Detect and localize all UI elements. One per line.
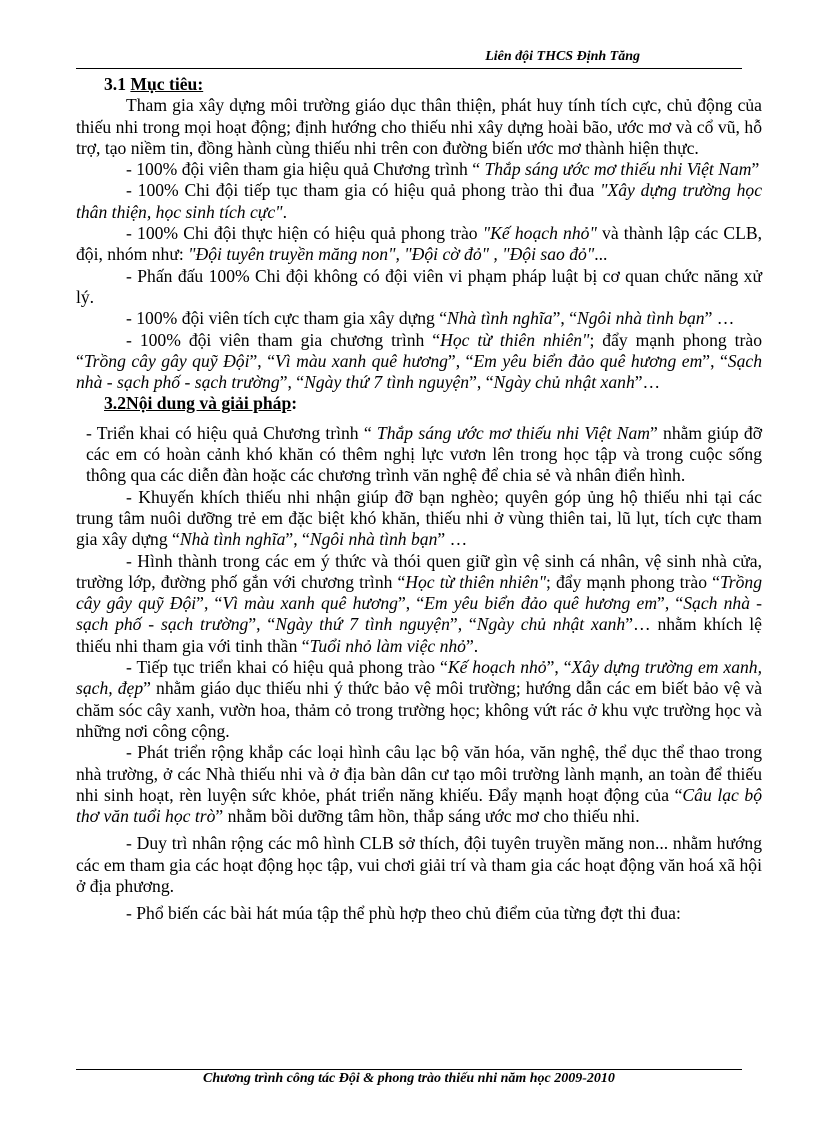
paragraph: - Phát triển rộng khắp các loại hình câu lạc bộ văn hóa, văn nghệ, thể dục thể thao trong nhà trường, ở các Nhà thiếu nhi và ở địa bàn dân cư tạo môi trường lành mạnh, an toàn để thiếu nhi sinh hoạt, rèn luyện sức khỏe, phát triển năng khiếu. Đẩy mạnh hoạt động của “Câu lạc bộ thơ văn tuổi học trò” nhằm bồi dưỡng tâm hồn, thắp sáng ước mơ cho thiếu nhi.	[76, 742, 762, 827]
paragraph: - Triển khai có hiệu quả Chương trình “ Thắp sáng ước mơ thiếu nhi Việt Nam” nhằm giúp đỡ các em có hoàn cảnh khó khăn có thêm nghị lực vươn lên trong học tập và trong cuộc sống thông qua các diễn đàn hoặc các chương trình văn nghệ để chia sẻ và nhân điển hình.	[86, 422, 762, 486]
paragraph: - Khuyến khích thiếu nhi nhận giúp đỡ bạn nghèo; quyên góp ủng hộ thiếu nhi tại các trung tâm nuôi dưỡng trẻ em đặc biệt khó khăn, thiếu nhi ở vùng thiên tai, lũ lụt, tích cực tham gia xây dựng “Nhà tình nghĩa”, “Ngôi nhà tình bạn” …	[76, 486, 762, 550]
paragraph: - Duy trì nhân rộng các mô hình CLB sở thích, đội tuyên truyền măng non... nhằm hướng các em tham gia các hoạt động học tập, vui chơi giải trí và tham gia các hoạt động văn hoá xã hội ở địa phương.	[76, 833, 762, 896]
bullet-item: - 100% đội viên tham gia hiệu quả Chương trình “ Thắp sáng ước mơ thiếu nhi Việt Nam”	[126, 159, 760, 180]
page-footer: Chương trình công tác Đội & phong trào thiếu nhi năm học 2009-2010	[76, 1069, 742, 1090]
paragraph: Tham gia xây dựng môi trường giáo dục thân thiện, phát huy tính tích cực, chủ động của thiếu nhi trong mọi hoạt động; định hướng cho thiếu nhi xây dựng hoài bão, ước mơ và cổ vũ, hỗ trợ, tạo niềm tin, đồng hành cùng thiếu nhi trên con đường biến ước mơ thành hiện thực.	[76, 95, 762, 158]
paragraph: - Phổ biến các bài hát múa tập thể phù hợp theo chủ điểm của từng đợt thi đua:	[126, 903, 681, 924]
section-title: Nội dung và giải pháp	[126, 393, 292, 414]
section-number: 3.1	[104, 74, 131, 94]
bullet-item: - 100% đội viên tích cực tham gia xây dựng “Nhà tình nghĩa”, “Ngôi nhà tình bạn” …	[126, 308, 735, 329]
bullet-item: - 100% Chi đội tiếp tục tham gia có hiệu quả phong trào thi đua "Xây dựng trường học thân thiện, học sinh tích cực".	[76, 180, 762, 222]
header-text: Liên đội THCS Định Tăng	[485, 49, 640, 64]
paragraph: - Hình thành trong các em ý thức và thói quen giữ gìn vệ sinh cá nhân, vệ sinh nhà cửa, trường lớp, đường phố gắn với chương trình “Học từ thiên nhiên"; đẩy mạnh phong trào “Trồng cây gây quỹ Đội”, “Vì màu xanh quê hương”, “Em yêu biển đảo quê hương em”, “Sạch nhà - sạch phố - sạch trường”, “Ngày thứ 7 tình nguyện”, “Ngày chủ nhật xanh”… nhằm khích lệ thiếu nhi tham gia với tinh thần “Tuổi nhỏ làm việc nhỏ”.	[76, 550, 763, 656]
page-header	[76, 48, 742, 69]
bullet-item: - Phấn đấu 100% Chi đội không có đội viên vi phạm pháp luật bị cơ quan chức năng xử lý.	[76, 265, 762, 307]
bullet-item: - 100% đội viên tham gia chương trình “Học từ thiên nhiên"; đẩy mạnh phong trào “Trồng cây gây quỹ Đội”, “Vì màu xanh quê hương”, “Em yêu biển đảo quê hương em”, “Sạch nhà - sạch phố - sạch trường”, “Ngày thứ 7 tình nguyện”, “Ngày chủ nhật xanh”…	[76, 329, 762, 393]
section-3-1-heading	[76, 74, 762, 95]
section-number: 3.2	[104, 393, 126, 414]
section-title: Mục tiêu:	[130, 74, 204, 94]
document-body	[76, 74, 762, 925]
paragraph: - Tiếp tục triển khai có hiệu quả phong trào “Kế hoạch nhỏ”, “Xây dựng trường em xanh, sạch, đẹp” nhằm giáo dục thiếu nhi ý thức bảo vệ môi trường; hướng dẫn các em biết bảo vệ và chăm sóc cây xanh, vườn hoa, thảm cỏ trong trường học; không vứt rác ở khu vực trường học và những nơi công cộng.	[76, 657, 762, 741]
section-3-2-heading: 3.2Nội dung và giải pháp:	[104, 393, 298, 414]
bullet-item: - 100% Chi đội thực hiện có hiệu quả phong trào "Kế hoạch nhỏ" và thành lập các CLB, đội, nhóm như: "Đội tuyên truyền măng non", "Đội cờ đỏ" , "Đội sao đỏ"...	[76, 223, 762, 265]
